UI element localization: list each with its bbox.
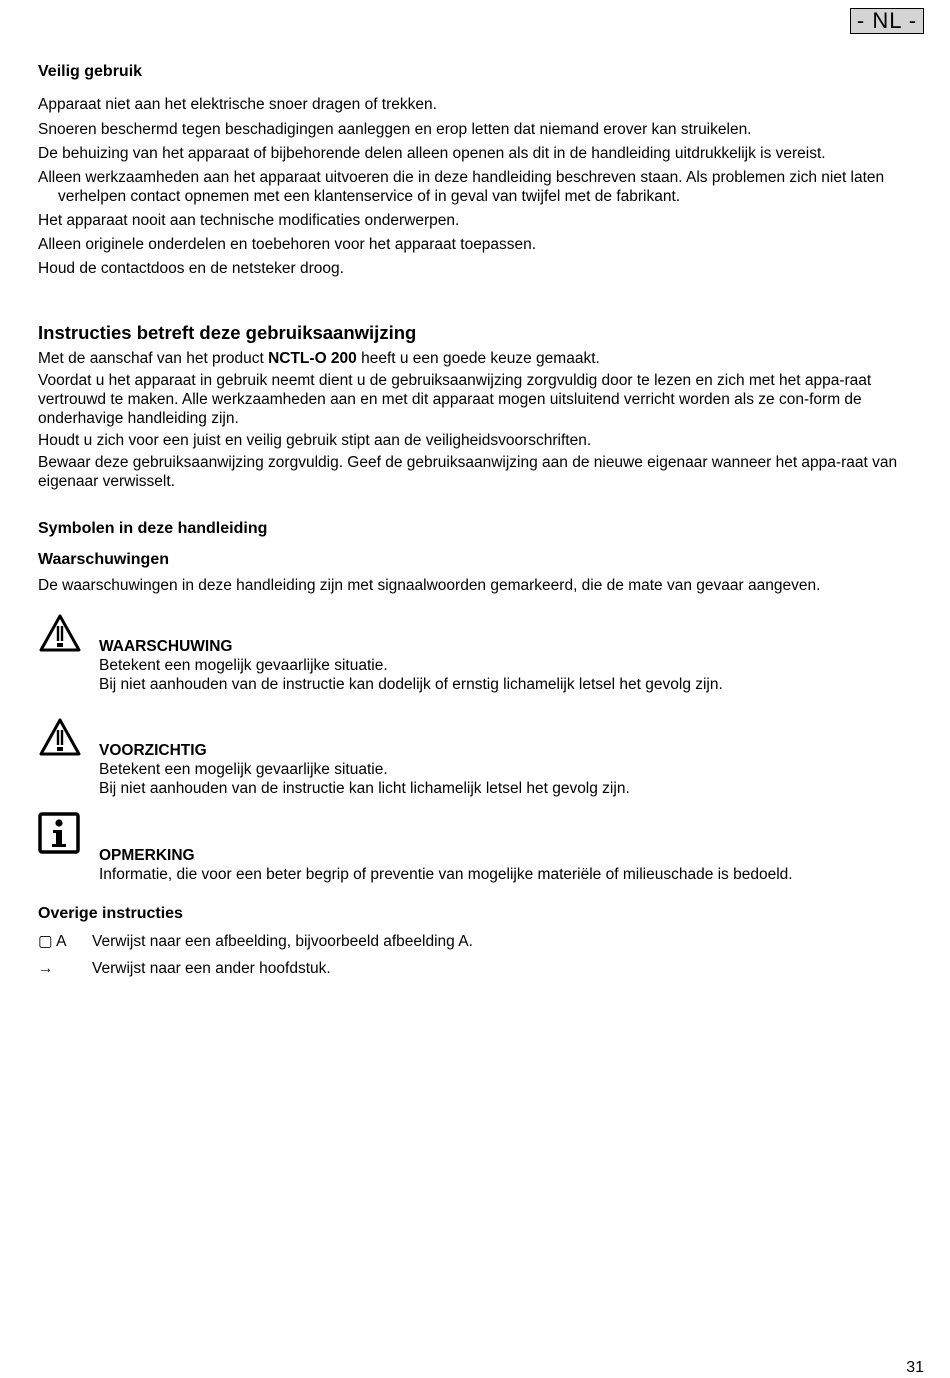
safe-use-paragraph: Het apparaat nooit aan technische modificaties onderwerpen. xyxy=(38,212,460,229)
safe-use-paragraph: Apparaat niet aan het elektrische snoer dragen of trekken. xyxy=(38,96,437,113)
other-instruction-text: Verwijst naar een afbeelding, bijvoorbeeld afbeelding A. xyxy=(92,933,473,950)
warning-triangle-icon xyxy=(38,717,82,759)
other-instruction-row xyxy=(38,932,928,951)
caution-line: Betekent een mogelijk gevaarlijke situatie. xyxy=(99,761,388,778)
other-instruction-text: Verwijst naar een ander hoofdstuk. xyxy=(92,960,331,977)
safe-use-paragraph: Alleen originele onderdelen en toebehoren voor het apparaat toepassen. xyxy=(38,236,537,253)
subsection-title-warnings: Waarschuwingen xyxy=(38,551,169,568)
warning-title: WAARSCHUWING xyxy=(99,638,233,655)
figure-reference-symbol: ▢ A xyxy=(38,933,67,950)
caution-title: VOORZICHTIG xyxy=(99,742,207,759)
safe-use-paragraph: Snoeren beschermd tegen beschadigingen aanleggen en erop letten dat niemand erover kan struikelen. xyxy=(38,121,752,138)
intro-text-before: Met de aanschaf van het product xyxy=(38,350,269,367)
section-title-symbols: Symbolen in deze handleiding xyxy=(38,520,268,537)
warning-line: Bij niet aanhouden van de instructie kan dodelijk of ernstig lichamelijk letsel het gevolg zijn. xyxy=(99,676,723,693)
instructions-paragraph: Houdt u zich voor een juist en veilig gebruik stipt aan de veiligheidsvoorschriften. xyxy=(38,432,592,449)
note-notice xyxy=(38,846,928,884)
page-number: 31 xyxy=(906,1359,924,1376)
warning-notice xyxy=(38,637,928,694)
language-badge: - NL - xyxy=(850,8,924,34)
note-title: OPMERKING xyxy=(99,847,195,864)
section-title-other: Overige instructies xyxy=(38,905,183,922)
page-content xyxy=(38,62,928,978)
warning-line: Betekent een mogelijk gevaarlijke situatie. xyxy=(99,657,388,674)
instructions-paragraph: Bewaar deze gebruiksaanwijzing zorgvuldig. Geef de gebruiksaanwijzing aan de nieuwe eigenaar wanneer het appa-raat van eigenaar verwisselt. xyxy=(38,454,898,490)
intro-text-after: heeft u een goede keuze gemaakt. xyxy=(356,350,600,367)
instructions-intro xyxy=(38,349,928,368)
product-name: NCTL-O 200 xyxy=(268,350,357,367)
safe-use-paragraph: Alleen werkzaamheden aan het apparaat uitvoeren die in deze handleiding beschreven staan. Als problemen zich niet laten verhelpen contact opnemen met een klantenservice of in geval van twijfel met de fabrikant. xyxy=(38,169,885,205)
section-title-instructions: Instructies betreft deze gebruiksaanwijzing xyxy=(38,322,417,343)
safe-use-paragraph: De behuizing van het apparaat of bijbehorende delen alleen openen als dit in de handleiding uitdrukkelijk is vereist. xyxy=(38,145,826,162)
warning-triangle-icon xyxy=(38,613,82,655)
note-line: Informatie, die voor een beter begrip of preventie van mogelijke materiële of milieuschade is bedoeld. xyxy=(99,866,793,883)
arrow-right-icon: → xyxy=(38,960,54,977)
other-instruction-row xyxy=(38,959,928,978)
warnings-intro: De waarschuwingen in deze handleiding zijn met signaalwoorden gemarkeerd, die de mate van gevaar aangeven. xyxy=(38,577,821,594)
caution-notice xyxy=(38,741,928,798)
safe-use-paragraph: Houd de contactdoos en de netsteker droog. xyxy=(38,260,344,277)
instructions-paragraph: Voordat u het apparaat in gebruik neemt dient u de gebruiksaanwijzing zorgvuldig door te lezen en zich met het appa-raat vertrouwd te maken. Alle werkzaamheden aan en met dit apparaat mogen uitsluitend verricht worden als ze con-form de onderhavige handleiding zijn. xyxy=(38,372,872,427)
section-title-safe-use: Veilig gebruik xyxy=(38,63,143,80)
info-icon xyxy=(38,812,82,854)
caution-line: Bij niet aanhouden van de instructie kan licht lichamelijk letsel het gevolg zijn. xyxy=(99,780,630,797)
